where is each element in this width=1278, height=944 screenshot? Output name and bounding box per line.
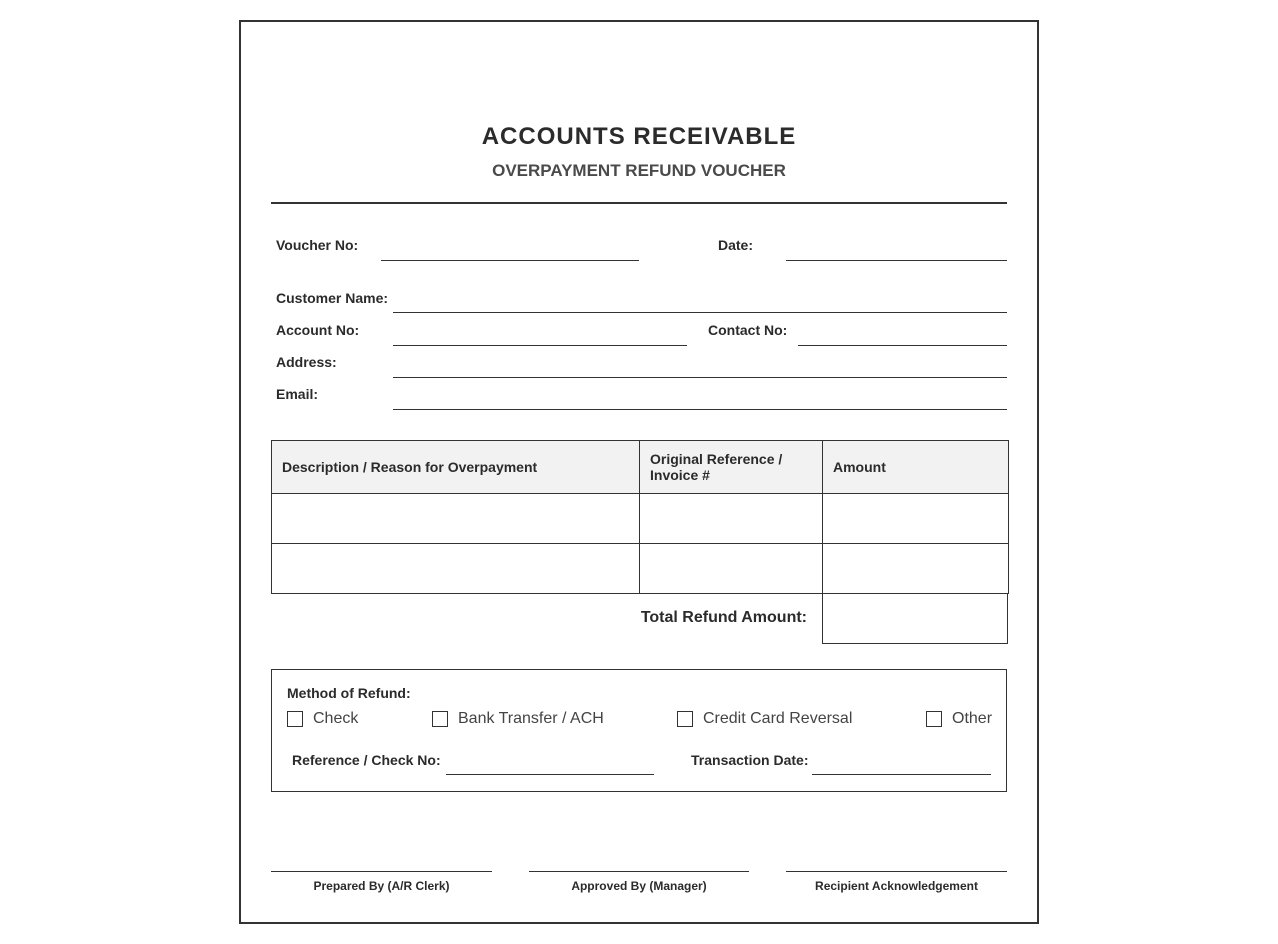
reference-check-no-label: Reference / Check No: [292, 752, 441, 768]
customer-name-label: Customer Name: [276, 290, 389, 306]
header-divider [271, 202, 1007, 204]
checkbox-other[interactable] [926, 711, 942, 727]
option-credit-card-reversal-label: Credit Card Reversal [703, 710, 853, 727]
prepared-by-label: Prepared By (A/R Clerk) [313, 879, 450, 893]
amount-cell[interactable] [823, 494, 1009, 544]
recipient-acknowledgement-label: Recipient Acknowledgement [815, 879, 978, 893]
option-check-label: Check [313, 710, 359, 727]
column-header-reference: Original Reference / Invoice # [640, 441, 823, 494]
refund-method-section [271, 669, 1007, 792]
voucher-no-label: Voucher No: [276, 237, 359, 253]
contact-no-field[interactable] [798, 345, 1007, 346]
date-field[interactable] [786, 260, 1007, 261]
form-title: ACCOUNTS RECEIVABLE [481, 123, 797, 150]
option-credit-card-reversal[interactable] [677, 710, 852, 728]
recipient-signature-line[interactable] [786, 871, 1007, 872]
total-refund-field[interactable] [822, 593, 1008, 644]
checkbox-credit-card-reversal[interactable] [677, 711, 693, 727]
amount-cell[interactable] [823, 544, 1009, 594]
account-no-field[interactable] [393, 345, 687, 346]
reference-cell[interactable] [640, 544, 823, 594]
customer-name-field[interactable] [393, 312, 1007, 313]
form-subtitle: OVERPAYMENT REFUND VOUCHER [492, 161, 786, 180]
option-bank-transfer-label: Bank Transfer / ACH [458, 710, 604, 727]
option-check[interactable] [287, 710, 358, 728]
description-cell[interactable] [272, 494, 640, 544]
prepared-by-signature-line[interactable] [271, 871, 492, 872]
transaction-date-field[interactable] [812, 774, 991, 775]
contact-no-label: Contact No: [708, 322, 788, 338]
address-field[interactable] [393, 377, 1007, 378]
transaction-date-label: Transaction Date: [691, 752, 809, 768]
voucher-no-field[interactable] [381, 260, 639, 261]
total-refund-label: Total Refund Amount: [640, 609, 807, 626]
table-row [272, 544, 1009, 594]
option-other[interactable] [926, 710, 992, 728]
date-label: Date: [718, 237, 754, 253]
approved-by-signature-line[interactable] [529, 871, 749, 872]
option-other-label: Other [952, 710, 993, 727]
approved-by-label: Approved By (Manager) [571, 879, 707, 893]
checkbox-bank-transfer[interactable] [432, 711, 448, 727]
table-header-row [272, 441, 1009, 494]
checkbox-check[interactable] [287, 711, 303, 727]
address-label: Address: [276, 354, 337, 370]
option-bank-transfer[interactable] [432, 710, 604, 728]
reference-check-no-field[interactable] [446, 774, 654, 775]
email-field[interactable] [393, 409, 1007, 410]
voucher-sheet [239, 20, 1039, 924]
description-cell[interactable] [272, 544, 640, 594]
column-header-description: Description / Reason for Overpayment [272, 441, 640, 494]
column-header-amount: Amount [823, 441, 1009, 494]
method-of-refund-label: Method of Refund: [287, 685, 411, 701]
overpayment-table [271, 440, 1009, 594]
reference-cell[interactable] [640, 494, 823, 544]
account-no-label: Account No: [276, 322, 360, 338]
table-row [272, 494, 1009, 544]
email-label: Email: [276, 386, 319, 402]
